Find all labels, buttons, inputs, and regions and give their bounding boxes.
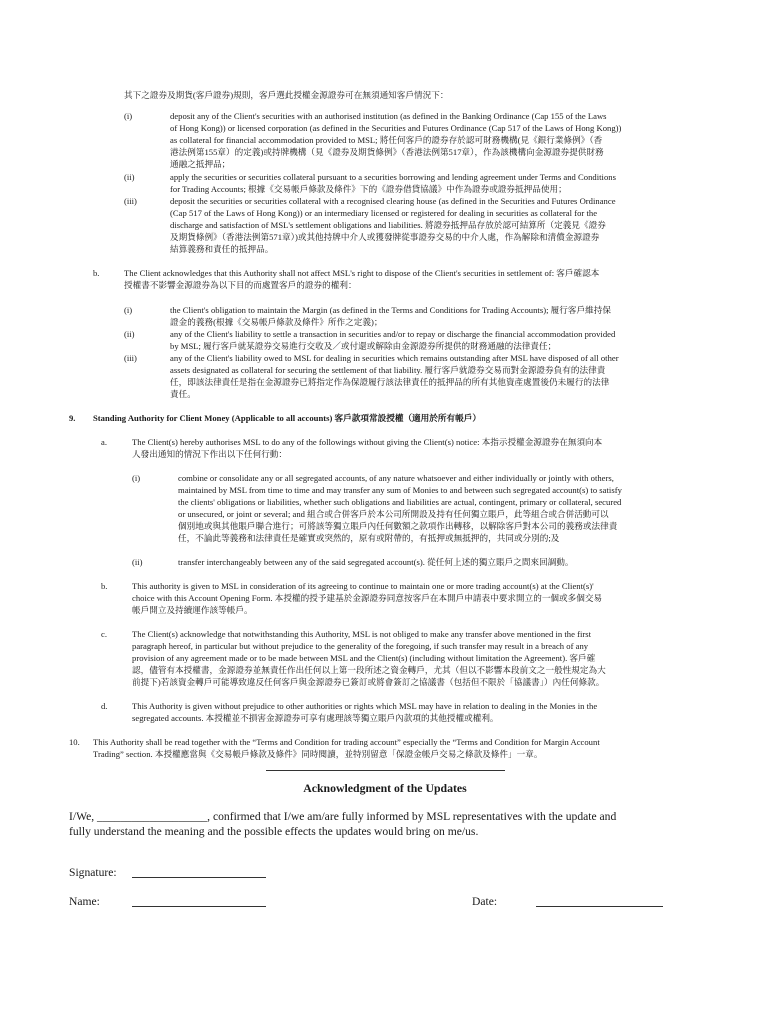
- date-label: Date:: [472, 895, 498, 908]
- paragraph-line: 授權書不影響金源證券為以下目的而處置客戶的證券的權利：: [124, 280, 357, 290]
- name-label: Name:: [69, 895, 100, 908]
- signature-field[interactable]: [132, 877, 266, 878]
- paragraph-marker: b.: [101, 581, 108, 591]
- paragraph-line: provision of any agreement made or to be made between MSL and the Client(s) (including without limitation the Agreement). 客戶確: [132, 653, 596, 663]
- list-item-line: 及期貨條例》（香港法例第571章）)或其他持牌中介人或獲發牌從事證券交易的中介人處，作為解除和清償金源證券: [170, 232, 600, 242]
- list-item-line: (Cap 517 of the Laws of Hong Kong)) or an intermediary licensed or registered for dealing in securities as collateral for the: [170, 208, 598, 218]
- list-item-line: as collateral for financial accommodation provided to MSL; 將任何客戶的證券存於認可財務機構(見《銀行業條例》（香: [170, 135, 603, 145]
- list-item-line: 責任。: [170, 389, 196, 399]
- acknowledgment-line: fully understand the meaning and the possible effects the updates would bring on me/us.: [69, 825, 479, 838]
- list-item-line: combine or consolidate any or all segregated accounts, of any nature whatsoever and either individually or jointly with others,: [178, 473, 614, 483]
- intro-text: 其下之證券及期貨(客戶證券)規則，客戶選此授權金源證券可在無須通知客戶情況下：: [124, 90, 449, 100]
- list-marker: (ii): [124, 329, 135, 339]
- paragraph-line: 帳戶開立及持續運作該等帳戶。: [132, 605, 253, 615]
- list-item-line: any of the Client's liability to settle a transaction in securities and/or to repay or discharge the financial accommodation provided: [170, 329, 616, 339]
- list-item-line: 港法例第155章）的定義)或持牌機構（見《證券及期貨條例》（香港法例第517章），作為該機構向金源證券提供財務: [170, 147, 604, 157]
- list-item-line: the clients' obligations or liabilities, whether such obligations and liabilities are actual, contingent, primary or collateral, secured: [178, 497, 622, 507]
- section-line: This Authority shall be read together with the “Terms and Condition for trading account” especially the “Terms and Condition for Margin Account: [93, 737, 600, 747]
- paragraph-line: This authority is given to MSL in consideration of its agreeing to continue to maintain one or more trading account(s) at the Client(s)': [132, 581, 594, 591]
- name-field[interactable]: [132, 906, 266, 907]
- list-marker: (i): [124, 111, 133, 121]
- list-item-line: 結算義務和責任的抵押品。: [170, 244, 274, 254]
- list-item-line: assets designated as collateral for securing the settlement of that liability. 履行客戶就證券交易而對金源證券負有的法律責: [170, 365, 606, 375]
- paragraph-marker: a.: [101, 437, 107, 447]
- divider: [266, 770, 505, 771]
- paragraph-marker: b.: [93, 268, 100, 278]
- list-item-line: 任，不論此等義務和法律責任是確實或突然的，原有或附帶的，有抵押或無抵押的，共同或分別的;及: [178, 533, 560, 543]
- section-title: Standing Authority for Client Money (Applicable to all accounts) 客戶款項常設授權（適用於所有帳戶）: [93, 413, 481, 423]
- list-item-line: 證金的義務(根據《交易帳戶條款及條件》所作之定義)；: [170, 317, 383, 327]
- paragraph-line: paragraph hereof, in particular but without prejudice to the generality of the foregoing, if such transfer may result in a breach of any: [132, 641, 589, 651]
- date-field[interactable]: [536, 906, 663, 907]
- list-marker: (i): [124, 305, 133, 315]
- list-item-line: discharge and satisfaction of MSL's settlement obligations and liabilities. 將證券抵押品存放於認可結算所（定義見《證券: [170, 220, 606, 230]
- list-marker: (i): [132, 473, 141, 483]
- list-item-line: 個別地或與其他賬戶聯合進行；可將該等獨立賬戶內任何數額之款項作出轉移，以解除客戶對本公司的義務或法律責: [178, 521, 618, 531]
- section-line: Trading” section. 本授權應當與《交易帳戶條款及條件》同時閱讀，並特別留意「保證金帳戶交易之條款及條件」一章。: [93, 749, 543, 759]
- signature-label: Signature:: [69, 866, 117, 879]
- paragraph-marker: c.: [101, 629, 107, 639]
- paragraph-line: 人發出通知的情況下作出以下任何行動：: [132, 449, 288, 459]
- paragraph-line: segregated accounts. 本授權並不損害金源證券可享有處理該等獨立賬戶內款項的其他授權或權利。: [132, 713, 499, 723]
- list-item-line: or unsecured, or joint or several; and 組合或合併客戶於本公司所開設及持有任何獨立賬戶，此等組合或合併活動可以: [178, 509, 609, 519]
- list-marker: (iii): [124, 353, 137, 363]
- list-item-line: by MSL; 履行客戶就某證券交易進行交收及／或付還或解除由金源證券所提供的財務通融的法律責任；: [170, 341, 557, 351]
- paragraph-line: choice with this Account Opening Form. 本授權的授予建基於金源證券同意按客戶在本開戶申請表中要求開立的一個或多個交易: [132, 593, 603, 603]
- list-item-line: apply the securities or securities collateral pursuant to a securities borrowing and lending agreement under Terms and Conditions: [170, 172, 616, 182]
- list-item-line: transfer interchangeably between any of the said segregated account(s). 從任何上述的獨立賬戶之間來回調動。: [178, 557, 574, 567]
- paragraph-marker: d.: [101, 701, 108, 711]
- list-item-line: 通融之抵押品；: [170, 159, 231, 169]
- paragraph-line: 認，儘管有本授權書，金源證券並無責任作出任何以上第一段所述之資金轉戶，尤其（但以不影響本段前文之一般性規定為大: [132, 665, 606, 675]
- section-number: 9.: [69, 413, 76, 423]
- paragraph-line: The Client(s) acknowledge that notwithstanding this Authority, MSL is not obliged to make any transfer above mentioned in the first: [132, 629, 592, 639]
- list-item-line: 任，即該法律責任是指在金源證券已將指定作為保證履行該法律責任的抵押品的所有其他資產處置後仍未履行的法律: [170, 377, 610, 387]
- list-item-line: deposit the securities or securities collateral with a recognised clearing house (as defined in the Securities and Futures Ordinance: [170, 196, 616, 206]
- list-item-line: deposit any of the Client's securities with an authorised institution (as defined in the Banking Ordinance (Cap 155 of the Laws: [170, 111, 607, 121]
- list-item-line: the Client's obligation to maintain the Margin (as defined in the Terms and Conditions for Trading Accounts); 履行客戶維持保: [170, 305, 611, 315]
- paragraph-line: The Client acknowledges that this Authority shall not affect MSL's right to dispose of the Client's securities in settlement of: 客戶確認本: [124, 268, 600, 278]
- paragraph-line: 前提下)若該資金轉戶可能導致違反任何客戶與金源證券已簽訂或將會簽訂之協議書（包括但不限於「協議書」）內任何條款。: [132, 677, 605, 687]
- list-item-line: maintained by MSL from time to time and may transfer any sum of Monies to and between such segregated account(s) to satisfy: [178, 485, 622, 495]
- paragraph-line: The Client(s) hereby authorises MSL to do any of the followings without giving the Client(s) notice: 本指示授權金源證券在無須向本: [132, 437, 603, 447]
- acknowledgment-line: I/We, ___________________, confirmed that I/we am/are fully informed by MSL representatives with the update and: [69, 810, 617, 823]
- list-item-line: of Hong Kong)) or licensed corporation (as defined in the Securities and Futures Ordinance (Cap 517 of the Laws of Hong Kong)): [170, 123, 622, 133]
- list-marker: (ii): [132, 557, 143, 567]
- paragraph-line: This Authority is given without prejudice to other authorities or rights which MSL may have in relation to dealing in the Monies in the: [132, 701, 598, 711]
- acknowledgment-title: Acknowledgment of the Updates: [303, 781, 467, 795]
- section-number: 10.: [69, 737, 80, 747]
- list-item-line: any of the Client's liability owed to MSL for dealing in securities which remains outstanding after MSL have disposed of all other: [170, 353, 619, 363]
- list-marker: (ii): [124, 172, 135, 182]
- list-item-line: for Trading Accounts; 根據《交易帳戶條款及條件》下的《證券借貸協議》中作為證券或證券抵押品使用；: [170, 184, 567, 194]
- list-marker: (iii): [124, 196, 137, 206]
